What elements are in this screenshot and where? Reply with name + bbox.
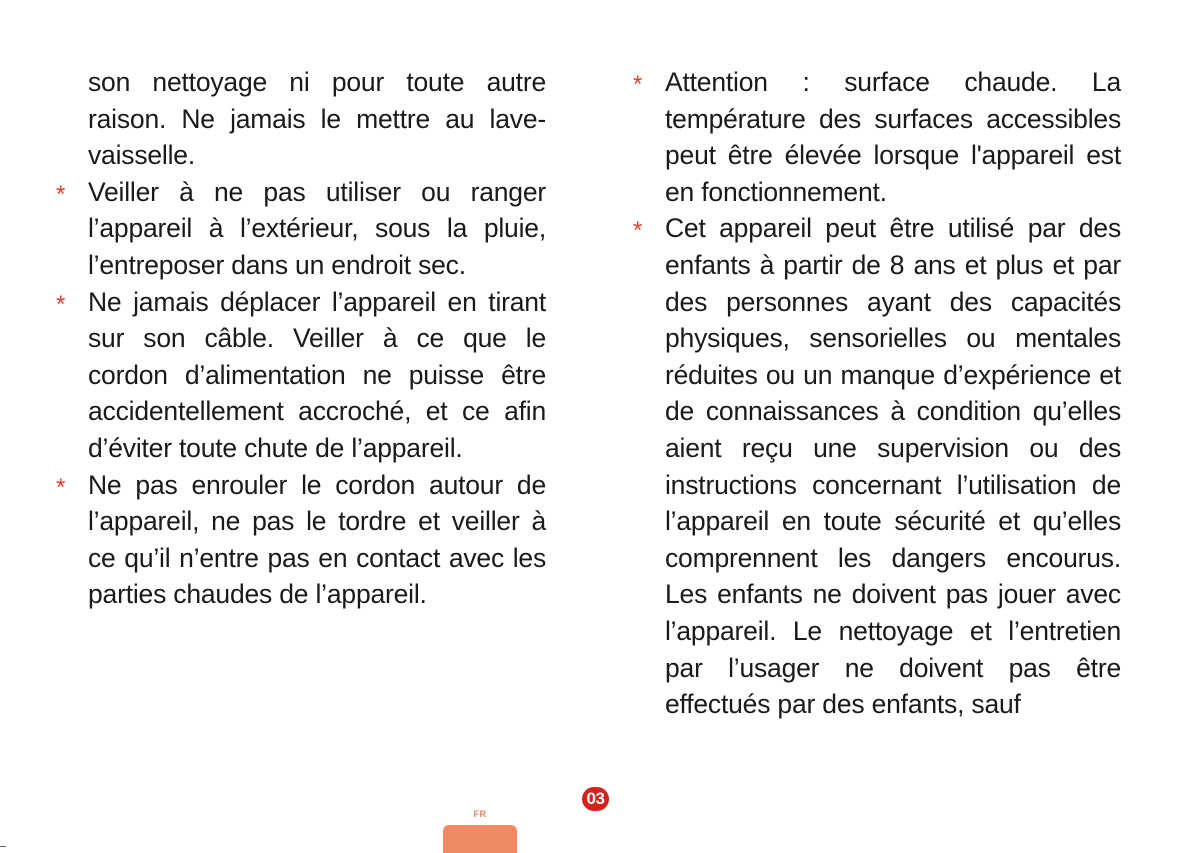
- paragraph-text: Veiller à ne pas utiliser ou ranger l’appareil à l’extérieur, sous la pluie, l’entreposer dans un endroit sec.: [88, 176, 546, 280]
- asterisk-bullet-icon: *: [56, 290, 66, 318]
- left-column: [56, 64, 546, 613]
- bullet-item: [633, 64, 1121, 210]
- language-tab: [443, 825, 517, 853]
- bullet-item: [633, 210, 1121, 722]
- asterisk-bullet-icon: *: [633, 71, 643, 98]
- paragraph-text: Cet appareil peut être utilisé par des enfants à partir de 8 ans et plus et par des personnes ayant des capacités physiques, sensorielles ou mentales réduites ou un manque d’expérience et de connaissances à condition qu’elles aient reçu une supervision ou des instructions concernant l’utilisation de l’appareil en toute sécurité et qu’elles comprennent les dangers encourus. Les enfants ne doivent pas jouer avec l’appareil. Le nettoyage et l’entretien par l’usager ne doivent pas être effectués par des enfants, sauf: [665, 213, 1121, 720]
- bullet-item: [56, 174, 546, 284]
- crop-mark: [0, 846, 6, 847]
- paragraph-text: Ne jamais déplacer l’appareil en tirant sur son câble. Veiller à ce que le cordon d’alimentation ne puisse être accidentellement accroché, et ce afin d’éviter toute chute de l’appareil.: [88, 286, 546, 463]
- paragraph-text: son nettoyage ni pour toute autre raison. Ne jamais le mettre au lave-vaisselle.: [88, 67, 546, 171]
- paragraph-text: Attention : surface chaude. La température des surfaces accessibles peut être élevée lorsque l'appareil est en fonctionnement.: [665, 67, 1121, 207]
- language-label: FR: [473, 809, 487, 819]
- right-column: [633, 64, 1121, 723]
- asterisk-bullet-icon: *: [633, 217, 643, 245]
- asterisk-bullet-icon: *: [56, 180, 66, 208]
- paragraph-text: Ne pas enrouler le cordon autour de l’appareil, ne pas le tordre et veiller à ce qu’il n’entre pas en contact avec les parties chaudes de l’appareil.: [88, 469, 546, 610]
- bullet-item: [56, 284, 546, 467]
- bullet-item: [56, 467, 546, 613]
- page-number-badge: 03: [582, 787, 609, 811]
- asterisk-bullet-icon: *: [56, 473, 66, 501]
- paragraph-continued: [56, 64, 546, 174]
